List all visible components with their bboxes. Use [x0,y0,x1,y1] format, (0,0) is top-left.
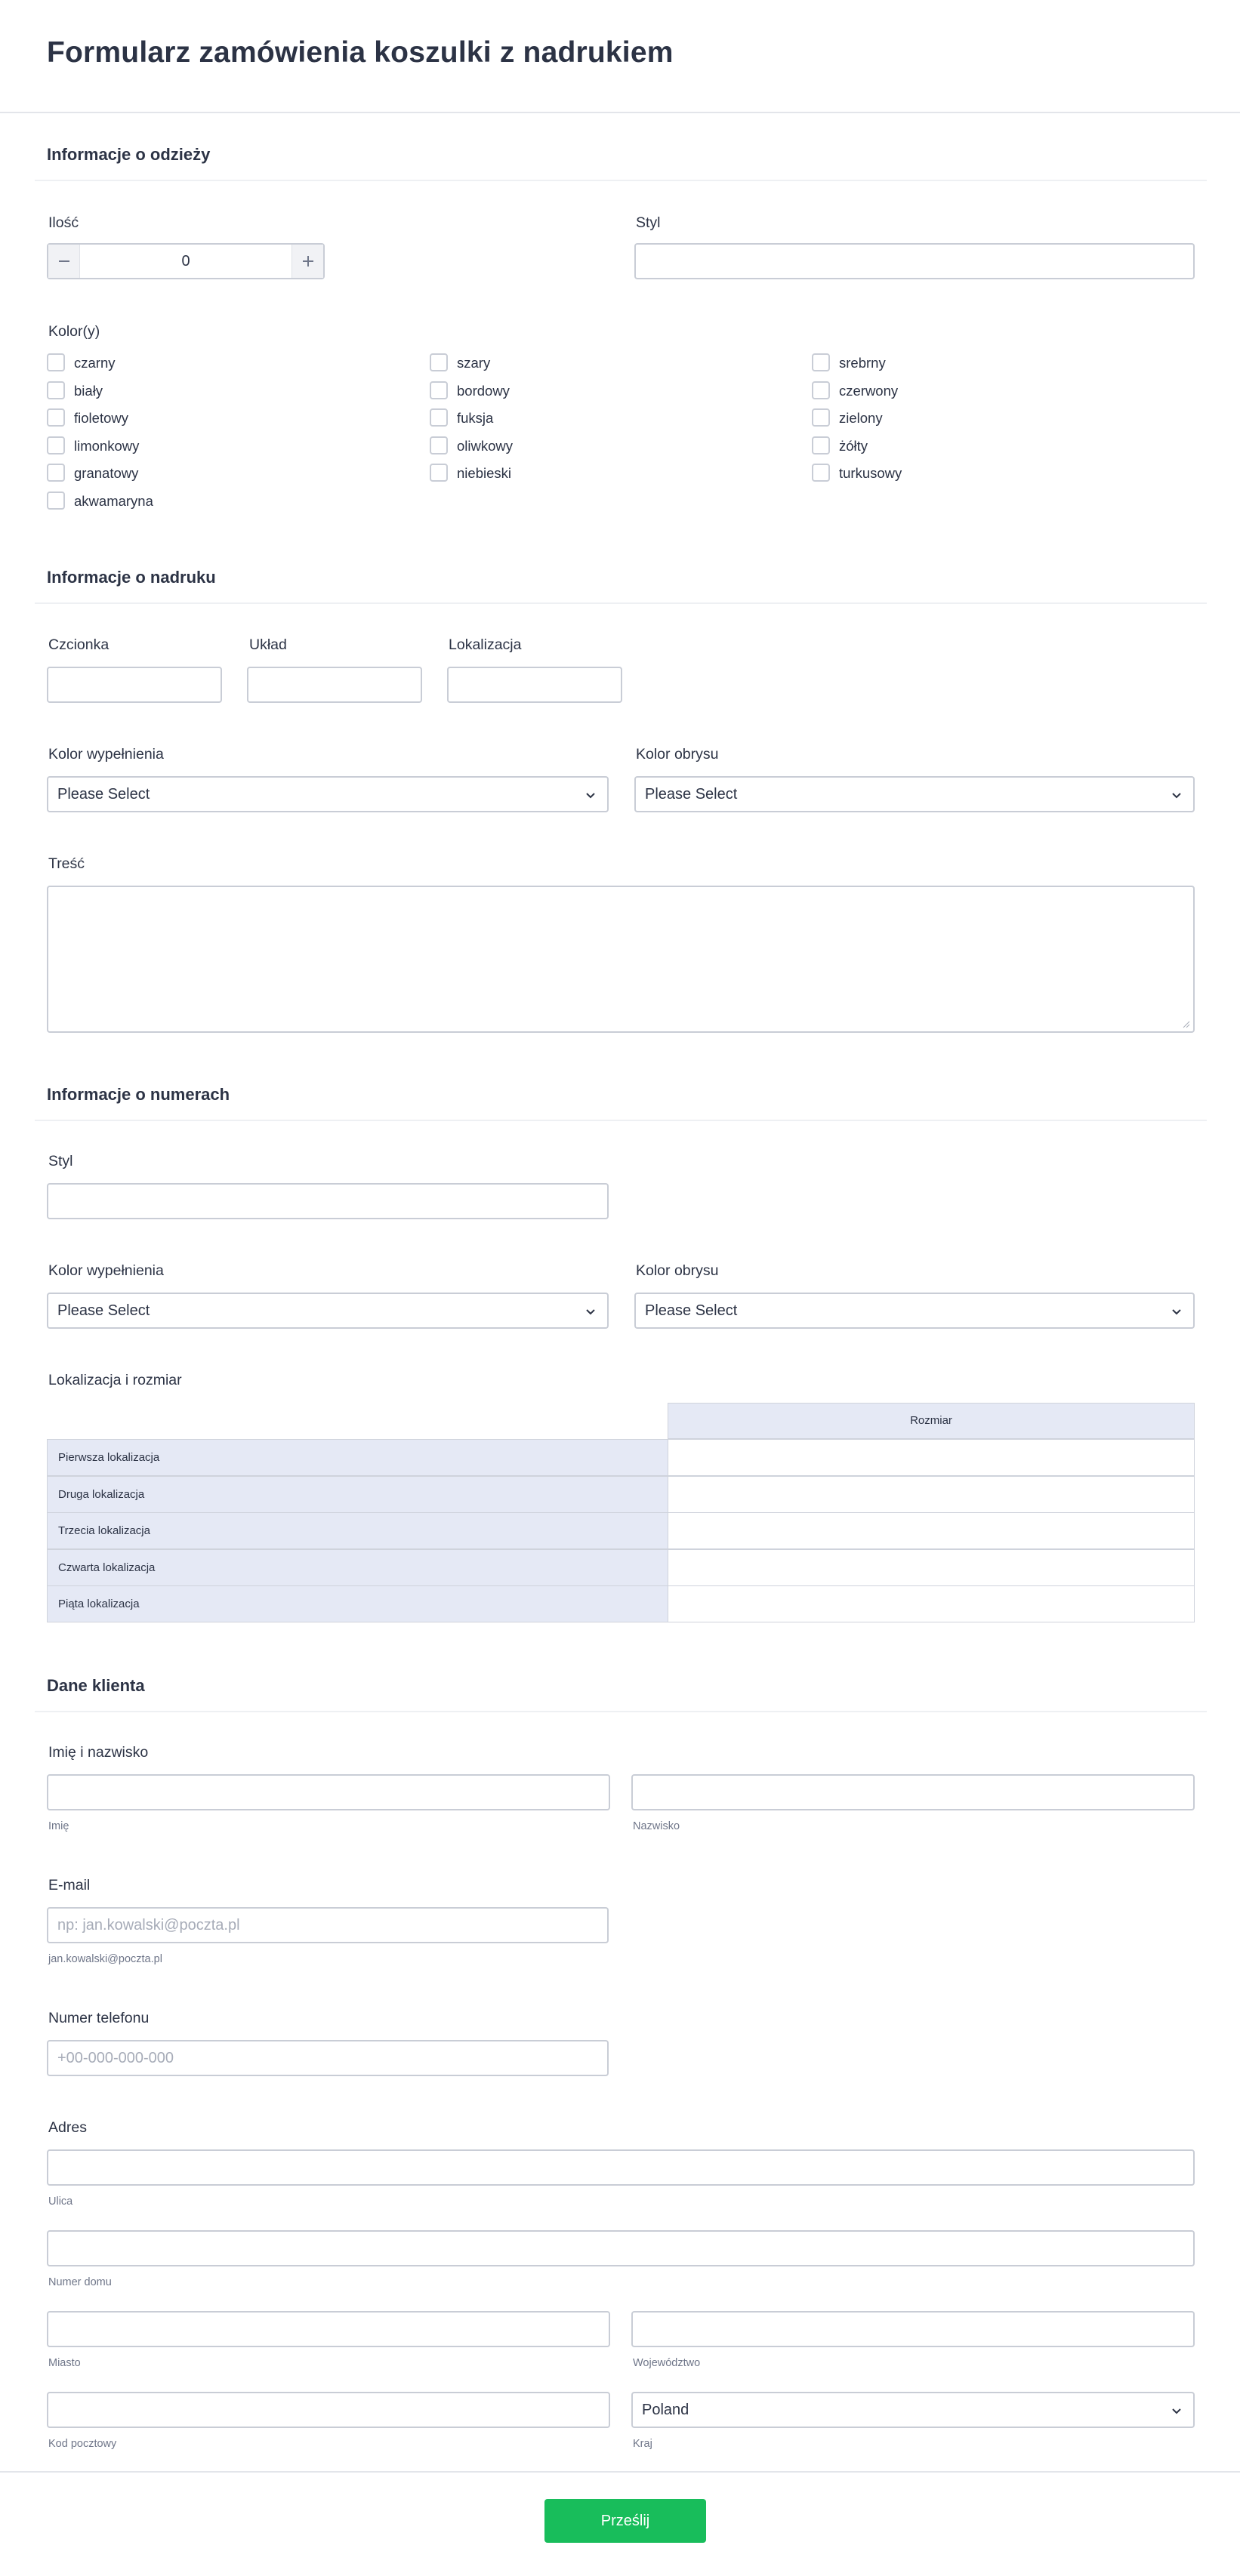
chevron-down-icon [1171,2405,1183,2417]
checkbox[interactable] [47,381,65,399]
color-checkbox-item[interactable] [47,353,273,373]
print-fill-color-select[interactable] [47,776,609,812]
print-outline-color-select[interactable] [634,776,1195,812]
color-checkbox-item[interactable] [430,408,656,428]
country-sublabel: Kraj [633,2438,652,2450]
matrix-size-cell[interactable] [668,1439,1195,1476]
checkbox-label: niebieski [457,465,511,481]
city-sublabel: Miasto [48,2357,81,2369]
checkbox[interactable] [47,353,65,371]
matrix-size-cell[interactable] [668,1512,1195,1549]
checkbox[interactable] [47,491,65,510]
street-input[interactable] [47,2149,1195,2186]
quantity-value[interactable]: 0 [181,253,190,270]
section-divider [35,180,1207,181]
font-input[interactable] [47,667,222,703]
plus-icon [301,254,315,268]
address-label: Adres [48,2119,87,2136]
color-checkbox-item[interactable] [47,381,273,401]
matrix-size-cell[interactable] [668,1476,1195,1513]
print-outline-color-value: Please Select [645,786,738,803]
color-checkbox-item[interactable] [812,408,1038,428]
checkbox-label: turkusowy [839,465,902,481]
decrement-button[interactable] [48,245,80,278]
section-divider [35,1711,1207,1712]
number-fill-color-value: Please Select [57,1302,150,1319]
chevron-down-icon [585,1305,597,1317]
print-outline-color-label: Kolor obrysu [636,746,719,763]
content-textarea[interactable] [47,886,1195,1033]
minus-icon [57,254,71,268]
chevron-down-icon [1171,1305,1183,1317]
province-sublabel: Województwo [633,2357,701,2369]
print-fill-color-value: Please Select [57,786,150,803]
postal-code-sublabel: Kod pocztowy [48,2438,117,2450]
checkbox-label: czarny [74,355,116,371]
checkbox[interactable] [812,408,830,427]
checkbox[interactable] [812,464,830,482]
checkbox-label: srebrny [839,355,886,371]
matrix-row-header [47,1549,668,1586]
matrix-column-header [668,1403,1195,1439]
matrix-row [47,1439,1195,1475]
color-checkbox-item[interactable] [812,353,1038,373]
number-outline-color-label: Kolor obrysu [636,1262,719,1279]
section-divider [35,1120,1207,1121]
color-checkbox-item[interactable] [430,381,656,401]
checkbox-label: fuksja [457,410,494,426]
house-number-input[interactable] [47,2230,1195,2266]
number-style-input[interactable] [47,1183,609,1219]
submit-button[interactable]: Prześlij [544,2499,706,2543]
resize-handle-icon[interactable] [1181,1019,1190,1028]
section-title-clothing: Informacje o odzieży [47,145,211,164]
increment-button[interactable] [291,245,323,278]
form-header [0,0,1240,113]
phone-label: Numer telefonu [48,2010,150,2026]
chevron-down-icon [1171,789,1183,801]
matrix-label: Lokalizacja i rozmiar [48,1372,182,1388]
country-select[interactable] [631,2392,1195,2428]
checkbox[interactable] [812,381,830,399]
matrix-row-header [47,1512,668,1549]
number-fill-color-select[interactable] [47,1293,609,1329]
matrix-row [47,1585,1195,1622]
matrix-row [47,1512,1195,1548]
section-title-customer: Dane klienta [47,1676,145,1695]
checkbox[interactable] [430,353,448,371]
font-label: Czcionka [48,636,110,653]
colors-label: Kolor(y) [48,323,100,340]
checkbox-label: zielony [839,410,883,426]
checkbox[interactable] [812,436,830,454]
matrix-row-header [47,1439,668,1476]
matrix-row [47,1549,1195,1585]
province-input[interactable] [631,2311,1195,2347]
checkbox[interactable] [430,436,448,454]
matrix-size-cell[interactable] [668,1549,1195,1586]
last-name-input[interactable] [631,1774,1195,1810]
checkbox-label: żółty [839,437,868,454]
matrix-row [47,1476,1195,1512]
city-input[interactable] [47,2311,610,2347]
number-outline-color-value: Please Select [645,1302,738,1319]
street-sublabel: Ulica [48,2195,73,2208]
color-checkbox-item[interactable] [812,381,1038,401]
matrix-row-header [47,1585,668,1622]
color-checkbox-item[interactable] [812,464,1038,483]
checkbox[interactable] [47,436,65,454]
section-title-numbers: Informacje o numerach [47,1085,230,1104]
content-label: Treść [48,855,85,872]
full-name-label: Imię i nazwisko [48,1744,149,1761]
checkbox[interactable] [430,381,448,399]
color-checkbox-item[interactable] [430,353,656,373]
style-label: Styl [636,214,661,231]
section-divider [35,602,1207,604]
email-sublabel: jan.kowalski@poczta.pl [48,1953,162,1965]
phone-input[interactable] [47,2040,609,2076]
first-name-sublabel: Imię [48,1820,69,1832]
checkbox-label: granatowy [74,465,139,481]
color-checkbox-item[interactable] [47,464,273,483]
color-checkbox-item[interactable] [430,436,656,456]
color-checkbox-item[interactable] [47,491,273,511]
checkbox-label: akwamaryna [74,492,153,509]
checkbox[interactable] [430,408,448,427]
location-label: Lokalizacja [449,636,522,653]
checkbox-label: bordowy [457,382,510,399]
house-number-sublabel: Numer domu [48,2276,112,2288]
last-name-sublabel: Nazwisko [633,1820,680,1832]
quantity-stepper[interactable] [47,243,325,279]
checkbox-label: szary [457,355,491,371]
checkbox[interactable] [430,464,448,482]
matrix-row-label: Trzecia lokalizacja [58,1524,150,1538]
number-fill-color-label: Kolor wypełnienia [48,1262,164,1279]
color-checkbox-item[interactable] [47,408,273,428]
first-name-input[interactable] [47,1774,610,1810]
style-input[interactable] [634,243,1195,279]
checkbox[interactable] [812,353,830,371]
email-label: E-mail [48,1877,91,1893]
section-title-print: Informacje o nadruku [47,568,216,587]
print-fill-color-label: Kolor wypełnienia [48,746,164,763]
layout-input[interactable] [247,667,422,703]
page-title: Formularz zamówienia koszulki z nadrukiem [47,36,674,69]
matrix-row-header [47,1476,668,1513]
number-outline-color-select[interactable] [634,1293,1195,1329]
color-checkbox-item[interactable] [812,436,1038,456]
quantity-label: Ilość [48,214,79,231]
checkbox-label: fioletowy [74,410,128,426]
email-input[interactable] [47,1907,609,1943]
layout-label: Układ [249,636,287,653]
checkbox[interactable] [47,464,65,482]
location-input[interactable] [447,667,622,703]
number-style-label: Styl [48,1153,73,1169]
country-value: Poland [642,2402,689,2418]
chevron-down-icon [585,789,597,801]
postal-code-input[interactable] [47,2392,610,2428]
matrix-row-label: Piąta lokalizacja [58,1598,140,1611]
color-checkbox-item[interactable] [430,464,656,483]
footer-divider [0,2471,1240,2473]
matrix-row-label: Pierwsza lokalizacja [58,1451,160,1464]
matrix-row-label: Druga lokalizacja [58,1487,145,1501]
checkbox-label: czerwony [839,382,899,399]
checkbox[interactable] [47,408,65,427]
checkbox-label: limonkowy [74,437,140,454]
checkbox-label: biały [74,382,103,399]
matrix-column-label: Rozmiar [910,1414,952,1427]
matrix-size-cell[interactable] [668,1585,1195,1622]
matrix-row-label: Czwarta lokalizacja [58,1561,156,1574]
color-checkbox-item[interactable] [47,436,273,456]
checkbox-label: oliwkowy [457,437,514,454]
